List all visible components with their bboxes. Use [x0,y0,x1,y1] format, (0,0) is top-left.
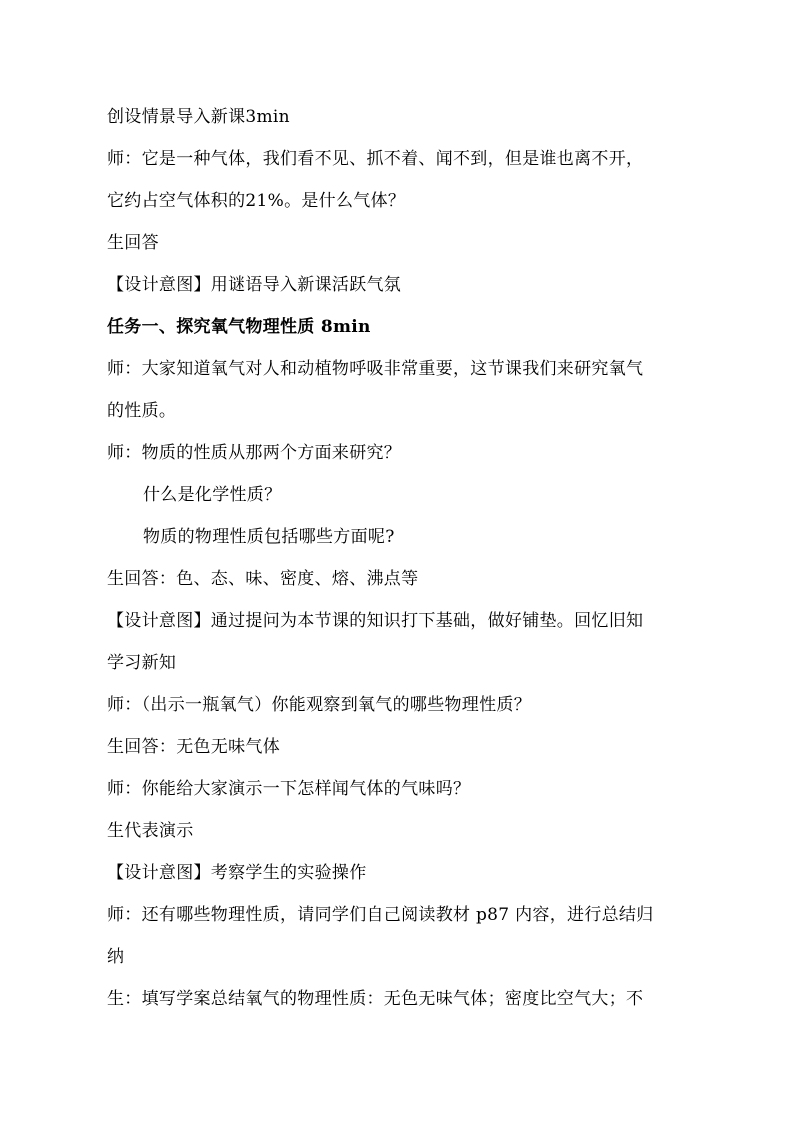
teacher-line: 师：它是一种气体，我们看不见、抓不着、闻不到，但是谁也离不开， [107,149,644,169]
design-intent: 【设计意图】用谜语导入新课活跃气氛 [107,275,402,295]
teacher-question: 什么是化学性质？ [143,485,282,505]
teacher-line: 师：还有哪些物理性质，请同学们自己阅读教材 p87 内容，进行总结归 [107,905,654,925]
student-line: 生回答：无色无味气体 [107,737,280,757]
teacher-line-cont: 纳 [107,947,125,967]
task-heading: 任务一、探究氧气物理性质 8min [107,317,371,337]
teacher-line: 师：大家知道氧气对人和动植物呼吸非常重要，这节课我们来研究氧气 [107,359,644,379]
teacher-question: 物质的物理性质包括哪些方面呢? [143,527,395,547]
teacher-line: 师：（出示一瓶氧气）你能观察到氧气的哪些物理性质？ [107,695,531,715]
student-line: 生回答：色、态、味、密度、熔、沸点等 [107,569,419,589]
teacher-line-cont: 的性质。 [107,401,177,421]
teacher-line: 师：你能给大家演示一下怎样闻气体的气味吗？ [107,779,471,799]
teacher-line: 师：物质的性质从那两个方面来研究？ [107,443,402,463]
design-intent: 【设计意图】考察学生的实验操作 [107,863,367,883]
student-line: 生：填写学案总结氧气的物理性质：无色无味气体；密度比空气大；不 [107,989,644,1009]
design-intent-cont: 学习新知 [107,653,177,673]
teacher-line-cont: 它约占空气体积的21%。是什么气体？ [107,191,406,211]
student-line: 生回答 [107,233,159,253]
student-line: 生代表演示 [107,821,194,841]
section-heading-intro: 创设情景导入新课3min [107,107,290,127]
design-intent: 【设计意图】通过提问为本节课的知识打下基础，做好铺垫。回忆旧知 [107,611,644,631]
